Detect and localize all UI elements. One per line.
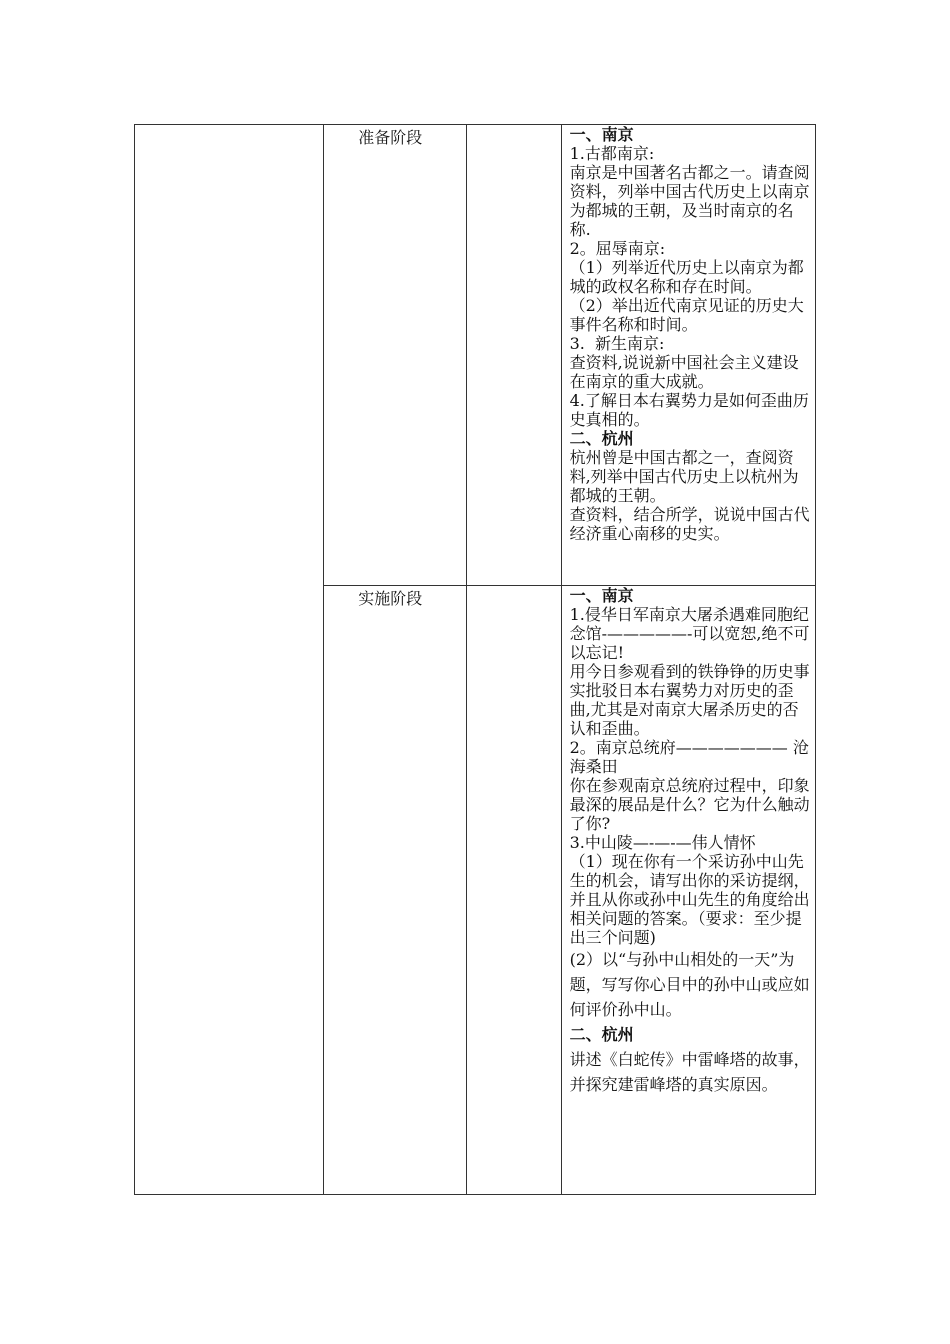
stage-label: 实施阶段 [358,589,423,608]
content-line: 3.中山陵—-—-—伟人情怀 [569,833,756,852]
content-line: 2。屈辱南京: [569,239,666,258]
content-block [562,586,815,1097]
content-line: 4.了解日本右翼势力是如何歪曲历史真相的。 [569,391,809,429]
content-cell [561,586,815,1195]
content-line: 讲述《白蛇传》中雷峰塔的故事，并探究建雷峰塔的真实原因。 [569,1050,810,1094]
stage-label: 准备阶段 [358,128,423,147]
merged-first-column-cell [135,125,324,1195]
content-line: 查资料,说说新中国社会主义建设在南京的重大成就。 [569,353,799,391]
content-line: 3. 新生南京: [569,334,665,353]
empty-cell [467,586,561,1195]
content-line: 南京是中国著名古都之一。请查阅资料，列举中国古代历史上以南京为都城的王朝，及当时南京的名称. [569,163,810,239]
activity-table [134,124,816,1195]
content-line: 杭州曾是中国古都之一，查阅资料,列举中国古代历史上以杭州为都城的王朝。 [569,448,799,505]
table-row-preparation [135,125,816,586]
section-heading: 一、南京 [569,586,634,605]
section-heading: 一、南京 [569,125,634,144]
stage-cell [324,125,467,586]
content-line: （1）现在你有一个采访孙中山先生的机会，请写出你的采访提纲，并且从你或孙中山先生的角度给出相关问题的答案。（要求：至少提出三个问题) [569,852,810,947]
empty-cell [467,125,561,586]
content-cell [561,125,815,586]
content-line: 2。南京总统府——————— 沧海桑田 [569,738,809,776]
stage-cell [324,586,467,1195]
content-line: 查资料，结合所学，说说中国古代经济重心南移的史实。 [569,505,810,543]
content-line: 用今日参观看到的铁铮铮的历史事实批驳日本右翼势力对历史的歪曲,尤其是对南京大屠杀历史的否认和歪曲。 [569,662,810,738]
content-line: 你在参观南京总统府过程中，印象最深的展品是什么？它为什么触动了你? [569,776,810,833]
content-line: （1）列举近代历史上以南京为都城的政权名称和存在时间。 [569,258,804,296]
section-heading: 二、杭州 [569,429,634,448]
content-block [562,125,815,543]
content-line: (2）以“与孙中山相处的一天”为题，写写你心目中的孙中山或应如何评价孙中山。 [569,950,810,1019]
content-line: 1.侵华日军南京大屠杀遇难同胞纪念馆-—————-可以宽恕,绝不可以忘记! [569,605,810,662]
content-line: 1.古都南京: [569,144,655,163]
section-heading: 二、杭州 [569,1025,634,1044]
content-line: （2）举出近代南京见证的历史大事件名称和时间。 [569,296,804,334]
